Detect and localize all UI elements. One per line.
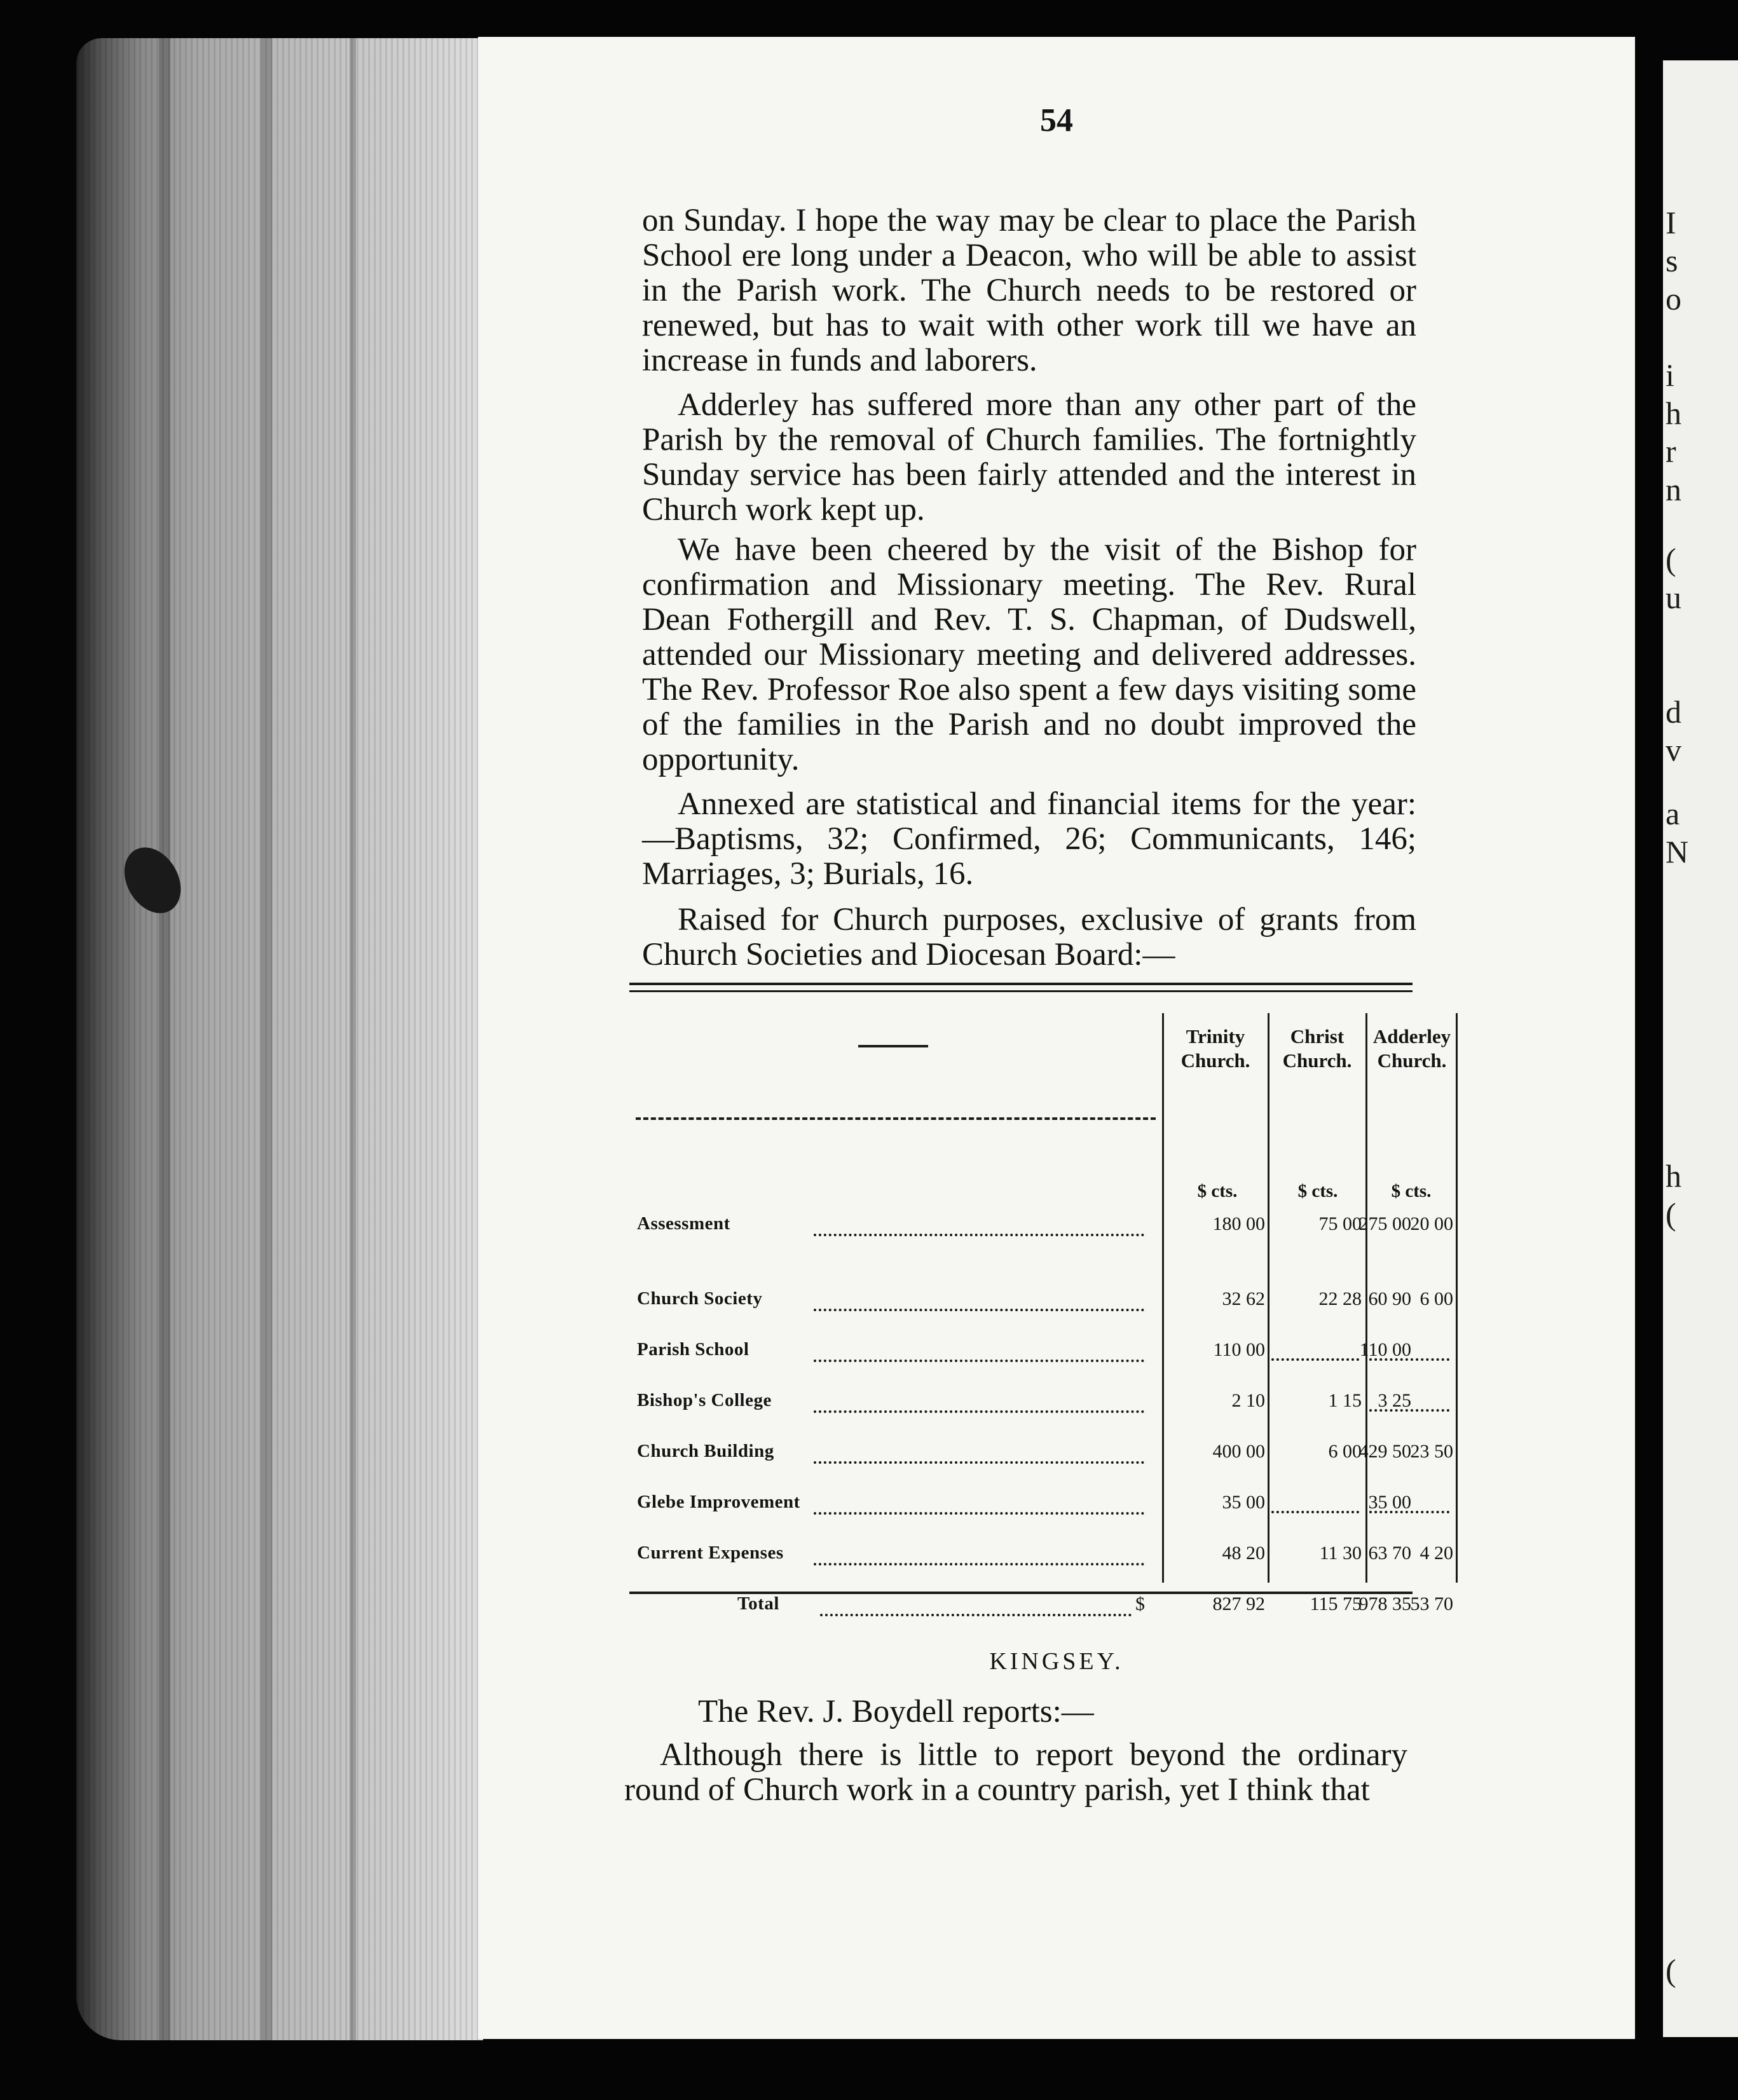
- row-label: Parish School: [637, 1339, 749, 1360]
- book-page: [478, 37, 1635, 2039]
- cell-total: 275 00: [1358, 1213, 1411, 1234]
- cell-christ: 6 00: [1328, 1441, 1362, 1462]
- next-page-letter: (: [1666, 1196, 1676, 1232]
- total-currency-sign: $: [1135, 1593, 1145, 1614]
- row-label: Church Building: [637, 1441, 774, 1461]
- cell-adderley: 6 00: [1420, 1288, 1453, 1309]
- cell-adderley: 23 50: [1410, 1441, 1453, 1462]
- cell-adderley: 4 20: [1420, 1543, 1453, 1564]
- next-page-letter: r: [1666, 433, 1676, 469]
- cell-christ: 115 75: [1310, 1593, 1362, 1614]
- row-label: Current Expenses: [637, 1543, 784, 1563]
- header-adderley: Adderley Church.: [1372, 1025, 1451, 1072]
- cell-adderley: 20 00: [1410, 1213, 1453, 1234]
- kingsey-intro: The Rev. J. Boydell reports:—: [698, 1694, 1094, 1729]
- cell-total: 60 90: [1368, 1288, 1411, 1309]
- row-leader-dots: [814, 1563, 1144, 1565]
- header-dash: [858, 1045, 928, 1047]
- cell-adderley: 53 70: [1410, 1593, 1453, 1614]
- cell-trinity: 180 00: [1212, 1213, 1265, 1234]
- row-leader-dots: [820, 1614, 1132, 1616]
- paragraph-2: Adderley has suffered more than any other part of the Parish by the removal of Church families. The fortnightly Sunday service has been fairly attended and the interest in Church work kept up.: [642, 387, 1416, 528]
- header-divider: [636, 1117, 1156, 1120]
- next-page-letter: d: [1666, 694, 1681, 730]
- cell-christ: 75 00: [1318, 1213, 1362, 1234]
- total-row-label: Total: [737, 1593, 779, 1614]
- next-page-letter: I: [1666, 205, 1676, 240]
- next-page-letter: v: [1666, 732, 1681, 768]
- cell-total: 978 35: [1358, 1593, 1411, 1614]
- unit-christ: $ cts.: [1297, 1181, 1338, 1201]
- cell-trinity: 32 62: [1222, 1288, 1265, 1309]
- next-page-letter: o: [1666, 281, 1681, 317]
- section-title-kingsey: KINGSEY.: [989, 1648, 1124, 1675]
- row-leader-dots: [814, 1360, 1144, 1362]
- paragraph-4: Annexed are statistical and financial items for the year: —Baptisms, 32; Confirmed, 26; Communicants, 146; Marriages, 3; Burials, 16.: [642, 786, 1416, 892]
- paragraph-5: Raised for Church purposes, exclusive of grants from Church Societies and Diocesan Board:—: [642, 902, 1416, 972]
- paragraph-3: We have been cheered by the visit of the Bishop for confirmation and Missionary meeting. The Rev. Rural Dean Fothergill and Rev. T. S. Chapman, of Dudswell, attended our Missionary meeting and delivered addresses. The Rev. Professor Roe also spent a few days visiting some of the families in the Parish and no doubt improved the opportunity.: [642, 532, 1416, 777]
- header-trinity: Trinity Church.: [1180, 1025, 1250, 1072]
- next-page-fragment: [1663, 60, 1738, 2037]
- row-label: Bishop's College: [637, 1390, 772, 1410]
- financial-table: [629, 983, 1453, 1614]
- next-page-letter: n: [1666, 472, 1681, 507]
- cell-trinity: 110 00: [1213, 1339, 1265, 1360]
- cell-total: 63 70: [1368, 1543, 1411, 1564]
- row-label: Glebe Improvement: [637, 1492, 800, 1512]
- cell-total: 110 00: [1359, 1339, 1411, 1360]
- next-page-letter: h: [1666, 395, 1681, 431]
- row-label: Church Society: [637, 1288, 763, 1309]
- cell-christ: 11 30: [1319, 1543, 1362, 1564]
- row-leader-dots: [814, 1410, 1144, 1413]
- cell-trinity: 35 00: [1222, 1492, 1265, 1513]
- row-label: Assessment: [637, 1213, 730, 1234]
- next-page-letter: i: [1666, 357, 1674, 393]
- paragraph-1: on Sunday. I hope the way may be clear to place the Parish School ere long under a Deacon, who will be able to assist in the Parish work. The Church needs to be restored or renewed, but has to wait with other work till we have an increase in funds and laborers.: [642, 203, 1416, 378]
- next-page-letter: u: [1666, 580, 1681, 615]
- empty-cell-dots: [1271, 1511, 1359, 1513]
- next-page-letter: (: [1666, 542, 1676, 577]
- page-number: 54: [1040, 102, 1073, 139]
- cell-christ: 1 15: [1328, 1390, 1362, 1411]
- unit-adderley: $ cts.: [1391, 1181, 1432, 1201]
- cell-trinity: 2 10: [1231, 1390, 1265, 1411]
- cell-total: 35 00: [1368, 1492, 1411, 1513]
- next-page-letter: a: [1666, 796, 1680, 831]
- cell-total: 3 25: [1378, 1390, 1411, 1411]
- header-christ: Christ Church.: [1282, 1025, 1352, 1072]
- cell-trinity: 400 00: [1212, 1441, 1265, 1462]
- cell-total: 429 50: [1358, 1441, 1411, 1462]
- cell-trinity: 48 20: [1222, 1543, 1265, 1564]
- unit-trinity: $ cts.: [1197, 1181, 1238, 1201]
- row-leader-dots: [814, 1461, 1144, 1464]
- cell-christ: 22 28: [1318, 1288, 1362, 1309]
- row-leader-dots: [814, 1234, 1144, 1236]
- kingsey-paragraph: Although there is little to report beyond the ordinary round of Church work in a country parish, yet I think that: [624, 1737, 1407, 1808]
- next-page-letter: s: [1666, 243, 1678, 278]
- next-page-letter: N: [1666, 834, 1689, 869]
- empty-cell-dots: [1271, 1358, 1359, 1361]
- cell-trinity: 827 92: [1212, 1593, 1265, 1614]
- book-page-edge: [76, 38, 483, 2040]
- next-page-letter: h: [1666, 1158, 1681, 1194]
- row-leader-dots: [814, 1309, 1144, 1311]
- row-leader-dots: [814, 1512, 1144, 1515]
- next-page-letter: (: [1666, 1953, 1676, 1988]
